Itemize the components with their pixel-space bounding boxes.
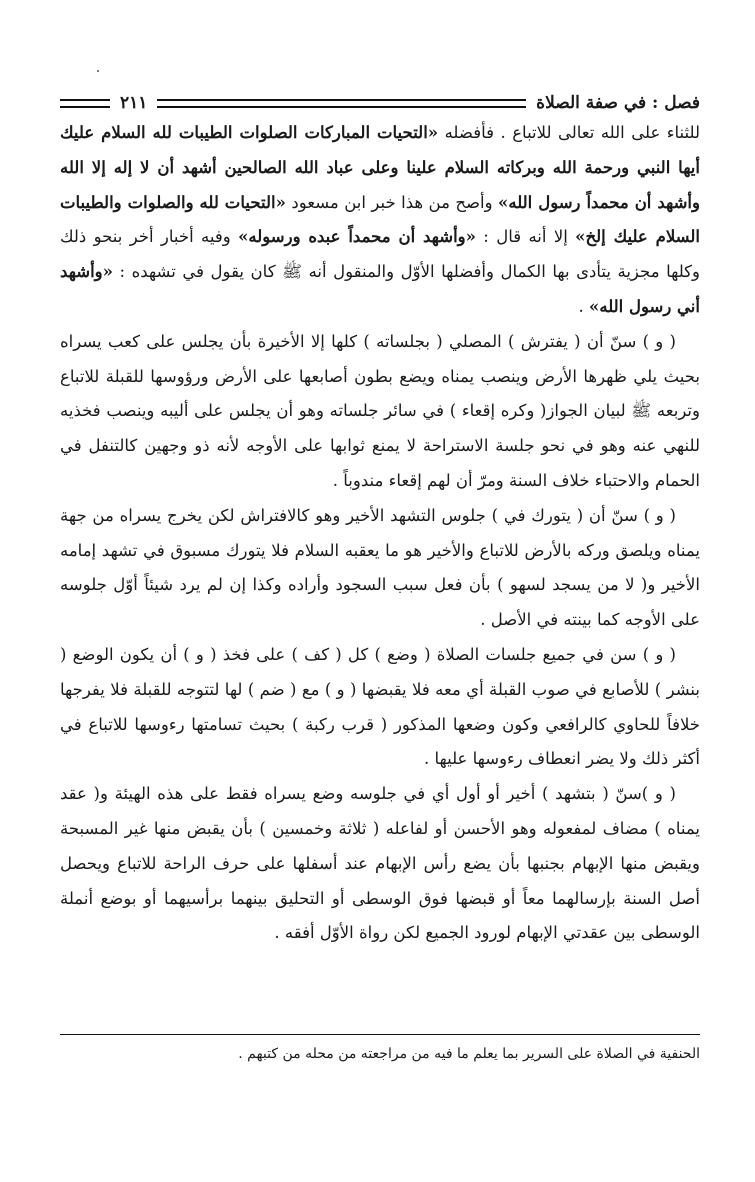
paragraph <box>60 325 700 499</box>
text-run: ( و ) سن في جميع جلسات الصلاة ( وضع ) كل ( كف ) على فخذ ( و ) أن يكون الوضع ( بنشر ) للأصابع في صوب القبلة أي معه فلا يقبضها ( و ) مع ( ضم ) لها لتتوجه للقبلة فلا يفرجها خلافاً للحاوي كالرافعي وكون وضعها المذكور ( قرب ركبة ) بحيث تسامتها رءوسها للاتباع في أكثر ذلك ولا يضر انعطاف رءوسها عليها . <box>60 644 700 769</box>
page-number: ٢١١ <box>120 93 148 113</box>
running-header <box>60 90 700 116</box>
text-run: ( و )سنّ ( بتشهد ) أخير أو أول أي في جلوسه وضع يسراه فقط على هذه الهيئة و( عقد يمناه ) مضاف لمفعوله وهو الأحسن أو لفاعله ( ثلاثة وخمسين ) بأن يقبض منها غير المسبحة ويقبض منها الإبهام بجنبها بأن يضع رأس الإبهام عند أسفلها على حرف الراحة للاتباع ويحصل أصل السنة بإرسالهما معاً أو قبضها فوق الوسطى أو التحليق بينهما برأسيهما أو بوضع أنملة الوسطى بين عقدتي الإبهام لورود الجميع لكن رواة الأوّل أفقه . <box>60 784 700 943</box>
paragraph <box>60 638 700 777</box>
quoted-text: «التحيات لله والصلوات والطيبات السلام عليك إلخ» <box>60 192 700 247</box>
text-run: إلا أنه قال : <box>475 227 576 247</box>
text-run: وفيه أخبار أخر بنحو ذلك وكلها مجزية يتأدى بها الكمال وأفضلها الأوّل والمنقول أنه ﷺ كان يقول في تشهده : <box>60 227 700 282</box>
footnote: الحنفية في الصلاة على السرير بما يعلم ما فيه من مراجعته من محله من كتبهم . <box>238 1046 700 1062</box>
chapter-title: فصل : في صفة الصلاة <box>536 93 700 113</box>
page-speck <box>97 70 99 72</box>
footnote-separator <box>60 1034 700 1035</box>
header-rule-long <box>157 99 526 108</box>
text-run: ( و ) سنّ أن ( يتورك في ) جلوس التشهد الأخير وهو كالافتراش لكن يخرج يسراه من جهة يمناه ويلصق وركه بالأرض للاتباع والأخير هو ما يعقبه السلام فلا يتورك مسبوق في تشهد إمامه الأخير و( لا من يسجد لسهو ) بأن فعل سبب السجود وأراده وكذا إن لم يرد شيئاً أوّل جلوسه على الأوجه كما بينته في الأصل . <box>60 505 700 630</box>
paragraph <box>60 777 700 951</box>
text-run: وأصح من هذا خبر ابن مسعود <box>285 192 499 212</box>
paragraph <box>60 499 700 638</box>
text-run: للثناء على الله تعالى للاتباع . فأفضله <box>438 123 700 142</box>
header-rule-short <box>60 99 110 108</box>
text-run: ( و ) سنّ أن ( يفترش ) المصلي ( بجلساته ) كلها إلا الأخيرة بأن يجلس على كعب يسراه بحيث يلي ظهرها الأرض وينصب يمناه ويضع بطون أصابعها على الأرض ورؤوسها للقبلة للاتباع وتربعه ﷺ لبيان الجواز( وكره إقعاء ) في سائر جلساته وهو أن يجلس على أليبه وينصب فخذيه للنهي عنه وهو في نحو جلسة الاستراحة لا يمنع ثوابها على الأوجه لأنه ذو وجهين كالتنفل في الحمام والاحتباء خلاف السنة ومرّ أن لهم إقعاء مندوباً . <box>60 331 700 490</box>
paragraph <box>60 116 700 325</box>
quoted-text: «وأشهد أني رسول الله» <box>60 262 700 316</box>
main-text <box>60 116 700 951</box>
quoted-text: «التحيات المباركات الصلوات الطيبات لله السلام عليك أيها النبي ورحمة الله وبركاته السلام علينا وعلى عباد الله الصالحين أشهد أن لا إله إلا الله وأشهد أن محمداً رسول الله» <box>60 123 700 212</box>
text-run: . <box>578 296 590 316</box>
quoted-text: «وأشهد أن محمداً عبده ورسوله» <box>238 227 476 247</box>
